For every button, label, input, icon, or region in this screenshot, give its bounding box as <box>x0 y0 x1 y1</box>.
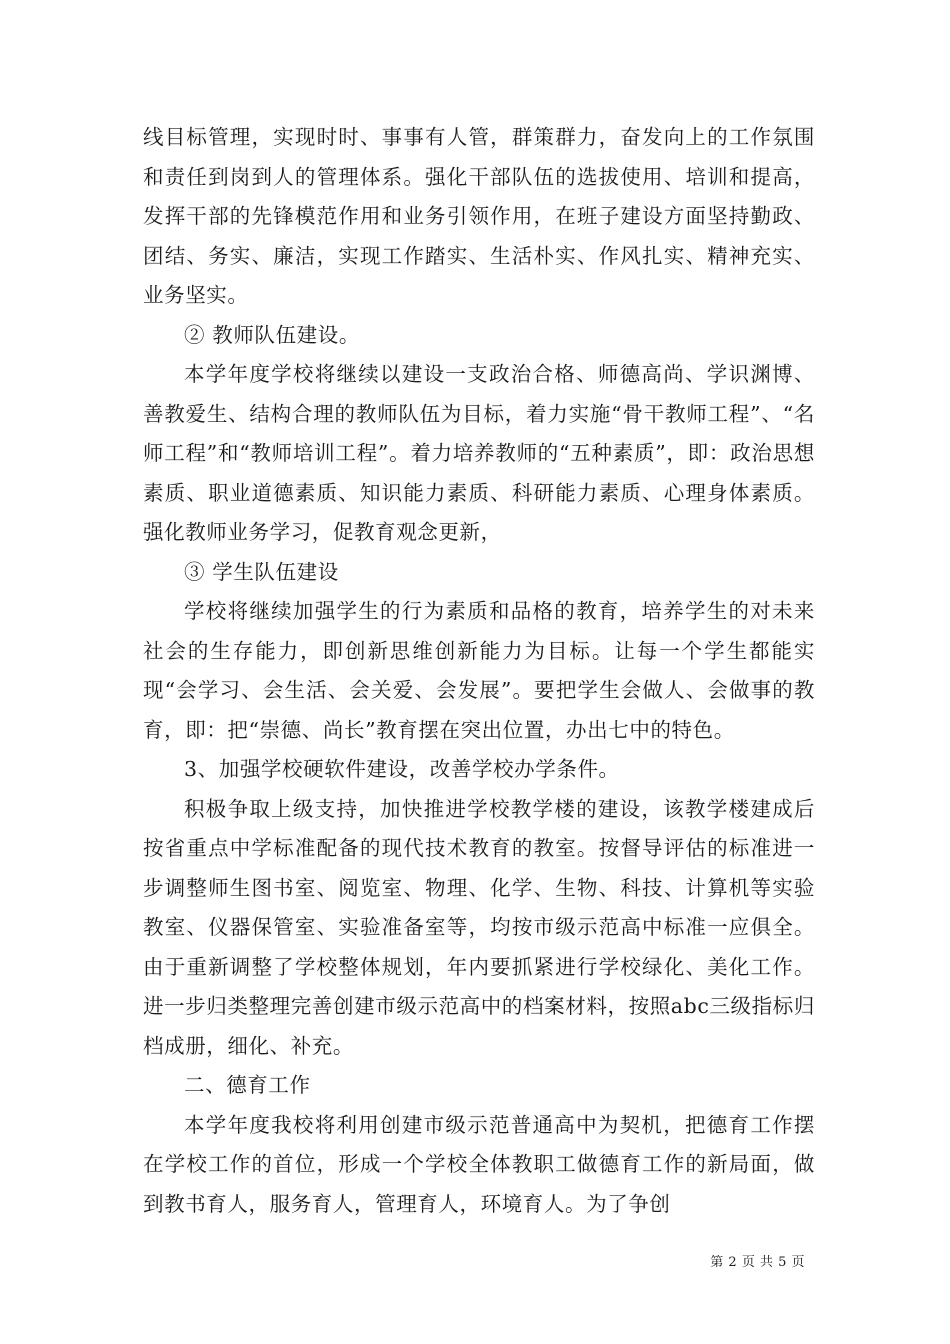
paragraph-management-system: 线目标管理，实现时时、事事有人管，群策群力，奋发向上的工作氛围和责任到岗到人的管理体系。强化干部队伍的选拔使用、培训和提高，发挥干部的先锋模范作用和业务引领作用，在班子建设方面坚持勤政、团结、务实、廉洁，实现工作踏实、生活朴实、作风扎实、精神充实、业务坚实。 <box>143 125 815 307</box>
heading-moral-education: 二、德育工作 <box>184 1073 311 1097</box>
paragraph-teacher-team: 本学年度学校将继续以建设一支政治合格、师德高尚、学识渊博、善教爱生、结构合理的教师队伍为目标，着力实施“骨干教师工程”、“名师工程”和“教师培训工程”。着力培养教师的“五种素质”，即：政治思想素质、职业道德素质、知识能力素质、科研能力素质、心理身体素质。强化教师业务学习，促教育观念更新， <box>143 362 815 544</box>
paragraph-student-team: 学校将继续加强学生的行为素质和品格的教育，培养学生的对未来社会的生存能力，即创新思维创新能力为目标。让每一个学生都能实现“会学习、会生活、会关爱、会发展”。要把学生会做人、会做事的教育，即：把“崇德、尚长”教育摆在突出位置，办出七中的特色。 <box>143 599 815 742</box>
document-body <box>143 118 815 1224</box>
paragraph-facilities: 积极争取上级支持，加快推进学校教学楼的建设，该教学楼建成后按省重点中学标准配备的现代技术教育的教室。按督导评估的标准进一步调整师生图书室、阅览室、物理、化学、生物、科技、计算机等实验教室、仪器保管室、实验准备室等，均按市级示范高中标准一应俱全。由于重新调整了学校整体规划，年内要抓紧进行学校绿化、美化工作。进一步归类整理完善创建市级示范高中的档案材料，按照abc三级指标归档成册，细化、补充。 <box>143 796 815 1058</box>
page-number: 第 2 页 共 5 页 <box>710 1255 805 1270</box>
heading-facilities: 3、加强学校硬软件建设，改善学校办学条件。 <box>184 757 620 781</box>
paragraph-moral-education: 本学年度我校将利用创建市级示范普通高中为契机，把德育工作摆在学校工作的首位，形成一个学校全体教职工做德育工作的新局面，做到教书育人，服务育人，管理育人，环境育人。为了争创 <box>143 1112 815 1216</box>
heading-teacher-team: ② 教师队伍建设。 <box>184 322 360 347</box>
heading-student-team: ③ 学生队伍建设 <box>184 559 339 584</box>
